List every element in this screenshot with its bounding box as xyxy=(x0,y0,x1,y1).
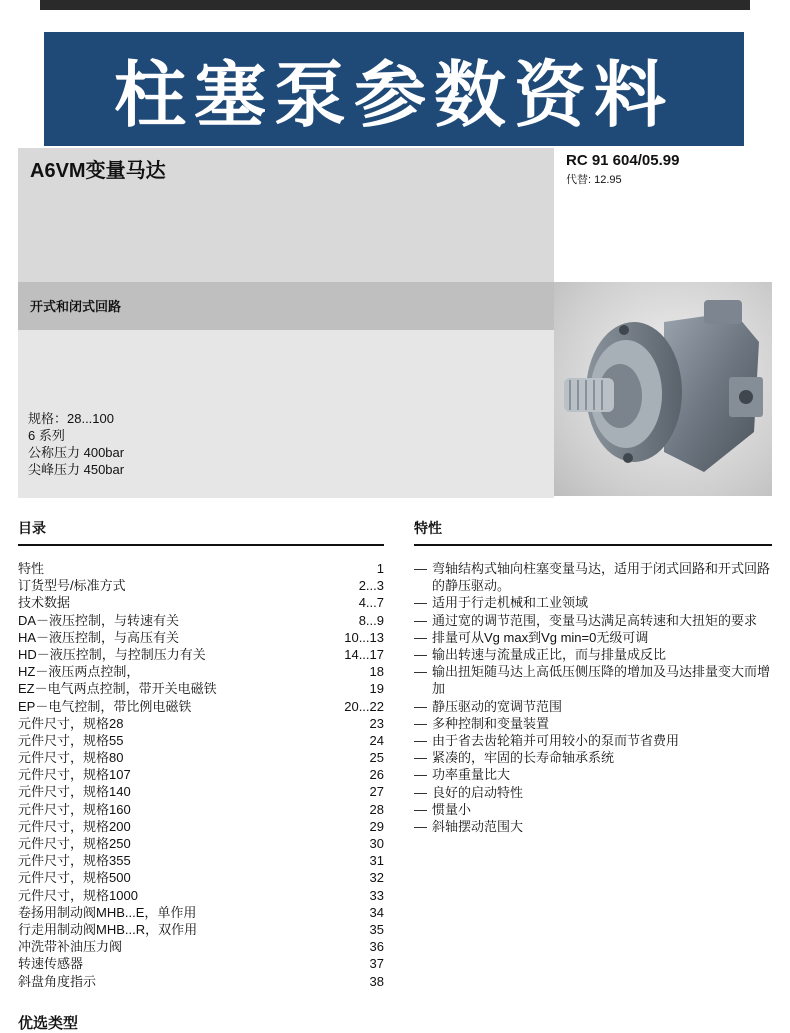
feature-item xyxy=(414,646,772,663)
toc-item-page: 10...13 xyxy=(344,629,384,645)
toc-item-label: HD－液压控制，与控制压力有关 xyxy=(18,646,206,662)
toc-item xyxy=(18,869,384,886)
toc-item-page: 14...17 xyxy=(344,646,384,662)
feature-item xyxy=(414,732,772,749)
circuit-label: 开式和闭式回路 xyxy=(30,300,122,315)
toc-item-label: HA－液压控制，与高压有关 xyxy=(18,629,180,645)
feature-dash: — xyxy=(414,801,427,817)
toc-item-page: 35 xyxy=(369,921,384,937)
toc-item xyxy=(18,594,384,611)
feature-dash: — xyxy=(414,733,427,749)
toc-item-label: 元件尺寸，规格80 xyxy=(18,750,124,766)
toc-item-label: 订货型号/标准方式 xyxy=(18,578,126,594)
toc-item-label: EZ－电气两点控制，带开关电磁铁 xyxy=(18,681,217,697)
specs-band xyxy=(18,330,554,498)
top-bar xyxy=(40,0,750,10)
feature-item xyxy=(414,784,772,801)
spec-size: 规格：28...100 xyxy=(28,411,114,426)
feature-item xyxy=(414,629,772,646)
rc-number: RC 91 604/05.99 xyxy=(566,152,680,169)
toc-item-label: 元件尺寸，规格1000 xyxy=(18,887,138,903)
toc-item xyxy=(18,852,384,869)
toc-item-label: EP－电气控制，带比例电磁铁 xyxy=(18,698,192,714)
toc-item xyxy=(18,698,384,715)
toc-item xyxy=(18,766,384,783)
feature-item xyxy=(414,612,772,629)
feature-dash: — xyxy=(414,612,427,628)
toc-item-label: 元件尺寸，规格55 xyxy=(18,732,124,748)
title-banner xyxy=(44,32,744,146)
toc-item-page: 19 xyxy=(369,681,384,697)
feature-text: 输出扭矩随马达上高低压侧压降的增加及马达排量变大而增加 xyxy=(432,664,771,697)
feature-item xyxy=(414,801,772,818)
feature-text: 多种控制和变量装置 xyxy=(432,715,550,731)
feature-dash: — xyxy=(414,595,427,611)
spec-nominal-pressure: 公称压力 400bar xyxy=(28,445,125,460)
product-title: A6VM变量马达 xyxy=(30,160,166,182)
feature-text: 惯量小 xyxy=(432,801,472,817)
feature-text: 适用于行走机械和工业领域 xyxy=(432,595,589,611)
toc-item xyxy=(18,749,384,766)
toc-item xyxy=(18,818,384,835)
toc-item-label: DA－液压控制，与转速有关 xyxy=(18,612,180,628)
spec-list xyxy=(28,410,124,478)
toc-item-page: 32 xyxy=(369,870,384,886)
toc-item-label: 元件尺寸，规格355 xyxy=(18,853,131,869)
features-section xyxy=(414,518,772,835)
toc-item-page: 29 xyxy=(369,818,384,834)
toc-item xyxy=(18,938,384,955)
toc-item xyxy=(18,577,384,594)
toc-item xyxy=(18,680,384,697)
feature-text: 弯轴结构式轴向柱塞变量马达，适用于闭式回路和开式回路的静压驱动。 xyxy=(432,561,771,594)
toc-item-page: 28 xyxy=(369,801,384,817)
toc-item-label: 元件尺寸，规格107 xyxy=(18,767,131,783)
toc-heading: 目录 xyxy=(18,518,384,546)
toc-item-label: 卷扬用制动阀MHB...E，单作用 xyxy=(18,904,197,920)
toc-item-page: 20...22 xyxy=(344,698,384,714)
toc-item-page: 18 xyxy=(369,664,384,680)
toc-item-page: 31 xyxy=(369,853,384,869)
toc-item-page: 1 xyxy=(376,561,384,576)
replaces-date: 代替: 12.95 xyxy=(566,174,622,186)
toc-item-label: 元件尺寸，规格160 xyxy=(18,801,131,817)
document-number-block xyxy=(566,152,679,187)
feature-item xyxy=(414,818,772,835)
feature-text: 斜轴摆动范围大 xyxy=(432,819,524,835)
toc-item-label: 元件尺寸，规格500 xyxy=(18,870,131,886)
feature-text: 良好的启动特性 xyxy=(432,784,524,800)
toc-item-label: 特性 xyxy=(18,561,45,576)
toc-item xyxy=(18,646,384,663)
feature-text: 功率重量比大 xyxy=(432,767,511,783)
toc-item xyxy=(18,629,384,646)
feature-item xyxy=(414,594,772,611)
features-heading: 特性 xyxy=(414,518,772,546)
feature-text: 紧凑的，牢固的长寿命轴承系统 xyxy=(432,750,615,766)
toc-item xyxy=(18,612,384,629)
toc-item xyxy=(18,921,384,938)
motor-illustration xyxy=(554,282,772,496)
feature-dash: — xyxy=(414,561,427,576)
toc-item-label: HZ－液压两点控制， xyxy=(18,664,140,680)
preferred-types-heading: 优选类型 xyxy=(18,1014,79,1032)
feature-item xyxy=(414,715,772,732)
feature-item xyxy=(414,766,772,783)
spec-peak-pressure: 尖峰压力 450bar xyxy=(28,462,125,477)
toc-item-page: 37 xyxy=(369,956,384,972)
toc-item xyxy=(18,732,384,749)
toc-item-page: 30 xyxy=(369,836,384,851)
feature-dash: — xyxy=(414,715,427,731)
toc-item xyxy=(18,560,384,577)
toc-item xyxy=(18,715,384,732)
toc-item xyxy=(18,955,384,972)
feature-text: 排量可从Vg max到Vg min=0无级可调 xyxy=(432,629,649,645)
toc-list xyxy=(18,560,384,998)
features-list xyxy=(414,560,772,835)
motor-photo xyxy=(554,282,772,496)
toc-item-label: 斜盘角度指示 xyxy=(18,973,97,989)
toc-item xyxy=(18,783,384,800)
toc-item-page: 26 xyxy=(369,767,384,783)
toc-item-page: 33 xyxy=(369,887,384,903)
feature-dash: — xyxy=(414,629,427,645)
toc-item-label: 元件尺寸，规格140 xyxy=(18,784,131,800)
feature-item xyxy=(414,663,772,697)
toc-item xyxy=(18,835,384,852)
feature-text: 输出转速与流量成正比，而与排量成反比 xyxy=(432,647,667,663)
toc-item-page: 2...3 xyxy=(358,578,384,594)
page-bottom xyxy=(0,998,790,1031)
toc-item-page: 8...9 xyxy=(358,612,384,628)
toc-item xyxy=(18,801,384,818)
toc-item xyxy=(18,973,384,990)
toc-item-label: 行走用制动阀MHB...R，双作用 xyxy=(18,921,198,937)
toc-item-label: 冲洗带补油压力阀 xyxy=(18,939,123,955)
feature-item xyxy=(414,749,772,766)
toc-item-page: 27 xyxy=(369,784,384,800)
feature-dash: — xyxy=(414,698,427,714)
toc-item-page: 34 xyxy=(369,904,384,920)
table-of-contents xyxy=(18,518,384,546)
feature-dash: — xyxy=(414,664,427,680)
toc-item-page: 36 xyxy=(369,939,384,955)
toc-item-page: 24 xyxy=(369,732,384,748)
toc-item-label: 转速传感器 xyxy=(18,956,84,972)
feature-dash: — xyxy=(414,750,427,766)
circuit-band xyxy=(18,282,554,330)
toc-item xyxy=(18,887,384,904)
feature-item xyxy=(414,698,772,715)
toc-item-label: 元件尺寸，规格200 xyxy=(18,818,131,834)
feature-text: 静压驱动的宽调节范围 xyxy=(432,698,563,714)
feature-dash: — xyxy=(414,767,427,783)
feature-dash: — xyxy=(414,647,427,663)
toc-item xyxy=(18,904,384,921)
toc-item-page: 23 xyxy=(369,715,384,731)
toc-item-page: 38 xyxy=(369,973,384,989)
toc-item-label: 元件尺寸，规格28 xyxy=(18,715,124,731)
banner-title: 柱塞泵参数资料 xyxy=(113,53,674,137)
toc-item-page: 25 xyxy=(369,750,384,766)
feature-item xyxy=(414,560,772,594)
toc-item-label: 技术数据 xyxy=(18,595,71,611)
spec-series: 6 系列 xyxy=(28,428,65,443)
title-band xyxy=(18,148,554,282)
toc-item-page: 4...7 xyxy=(358,595,384,611)
feature-text: 通过宽的调节范围，变量马达满足高转速和大扭矩的要求 xyxy=(432,612,758,628)
feature-dash: — xyxy=(414,784,427,800)
feature-text: 由于省去齿轮箱并可用较小的泵而节省费用 xyxy=(432,733,680,749)
feature-dash: — xyxy=(414,819,427,835)
toc-item xyxy=(18,663,384,680)
toc-item-label: 元件尺寸，规格250 xyxy=(18,836,131,851)
